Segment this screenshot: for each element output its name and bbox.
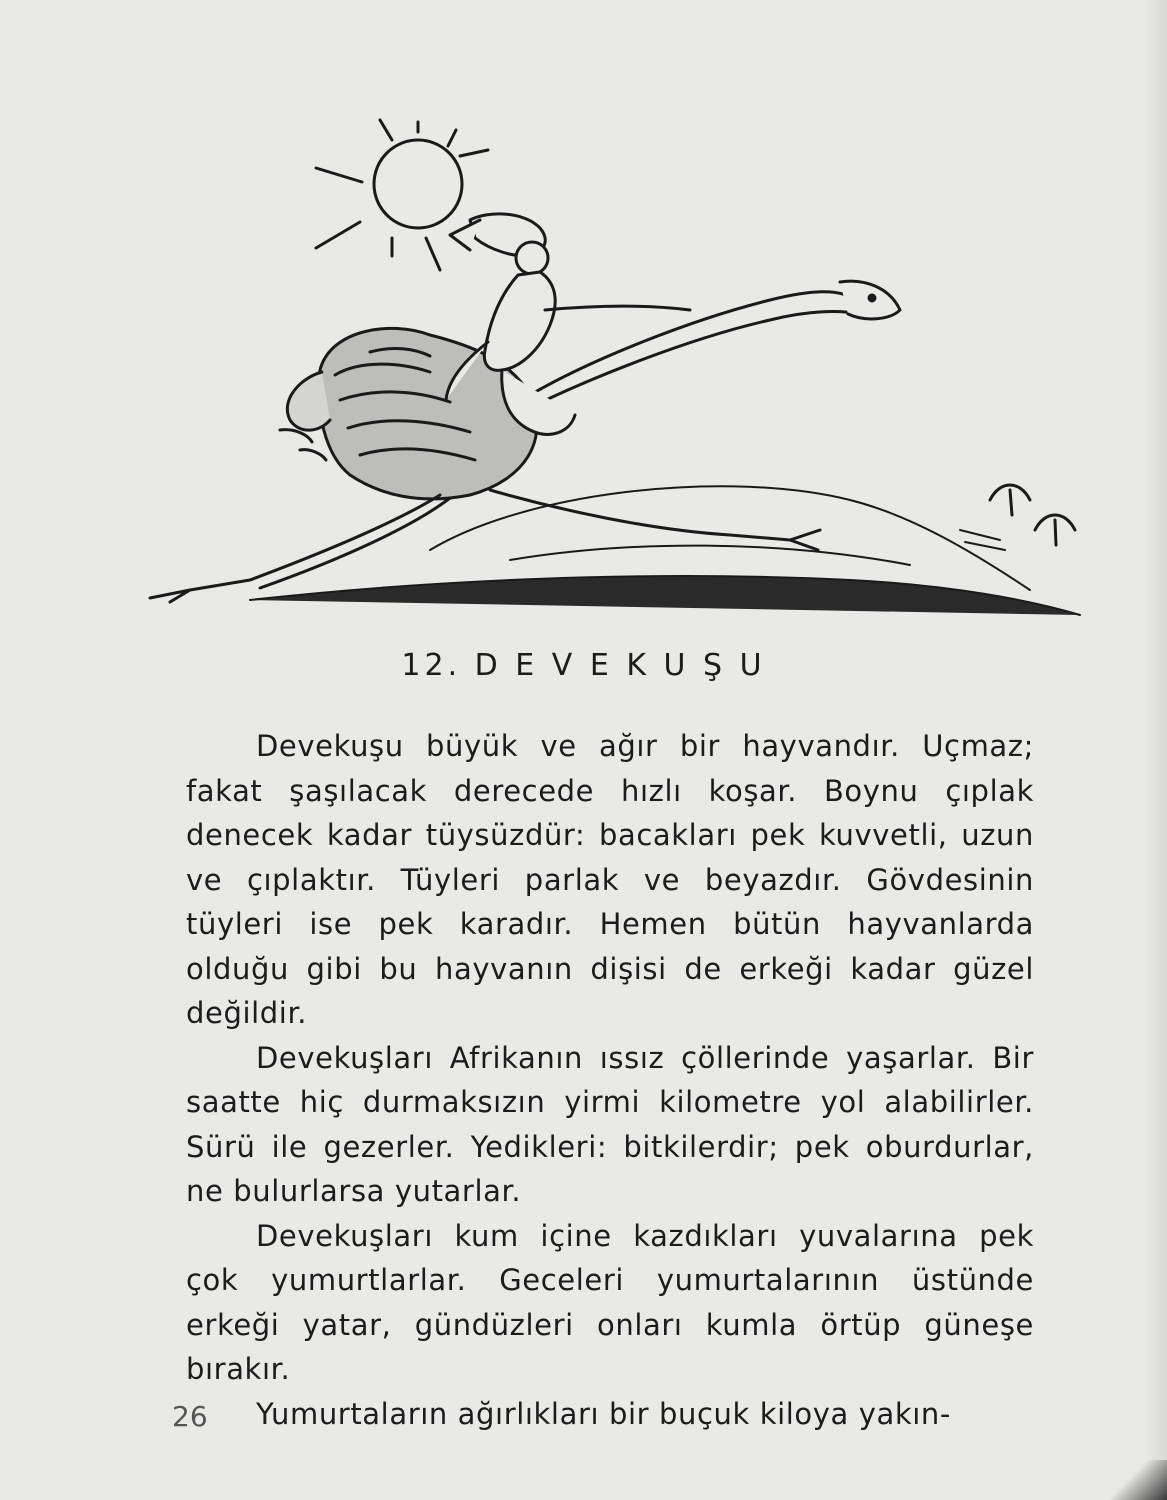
paragraph-2: Devekuşları Afrikanın ıssız çöllerinde yaşarlar. Bir saatte hiç durmaksızın yirmi kilometre yol alabilirler. Sürü ile gezerler. Yedikleri: bitkilerdir; pek oburdurlar, ne bulurlarsa yutarlar. (186, 1040, 1034, 1208)
body-text (186, 724, 1034, 1436)
page-corner-shadow (1107, 1460, 1167, 1500)
chapter-title: 12. D E V E K U Ş U (401, 648, 766, 683)
paragraph-1: Devekuşu büyük ve ağır bir hayvandır. Uçmaz; fakat şaşılacak derecede hızlı koşar. Boynu çıplak denecek kadar tüysüzdür: bacakları pek kuvvetli, uzun ve çıplaktır. Tüyleri parlak ve beyazdır. Gövdesinin tüyleri ise pek karadır. Hemen bütün hayvanlarda olduğu gibi bu hayvanın dişisi de erkeği kadar güzel değildir. (186, 729, 1034, 1030)
page-number: 26 (172, 1400, 208, 1433)
sun-icon (316, 120, 488, 270)
page-edge (1145, 0, 1167, 1500)
paragraph-4: Yumurtaların ağırlıkları bir buçuk kiloya yakın- (256, 1396, 951, 1431)
ostrich-rider-illustration-icon (130, 110, 1090, 630)
ostrich-icon (150, 281, 1080, 615)
paragraph-3: Devekuşları kum içine kazdıkları yuvalarına pek çok yumurtlarlar. Geceleri yumurtalarının üstünde erkeği yatar, gündüzleri onları kumla örtüp güneşe bırakır. (186, 1218, 1034, 1386)
